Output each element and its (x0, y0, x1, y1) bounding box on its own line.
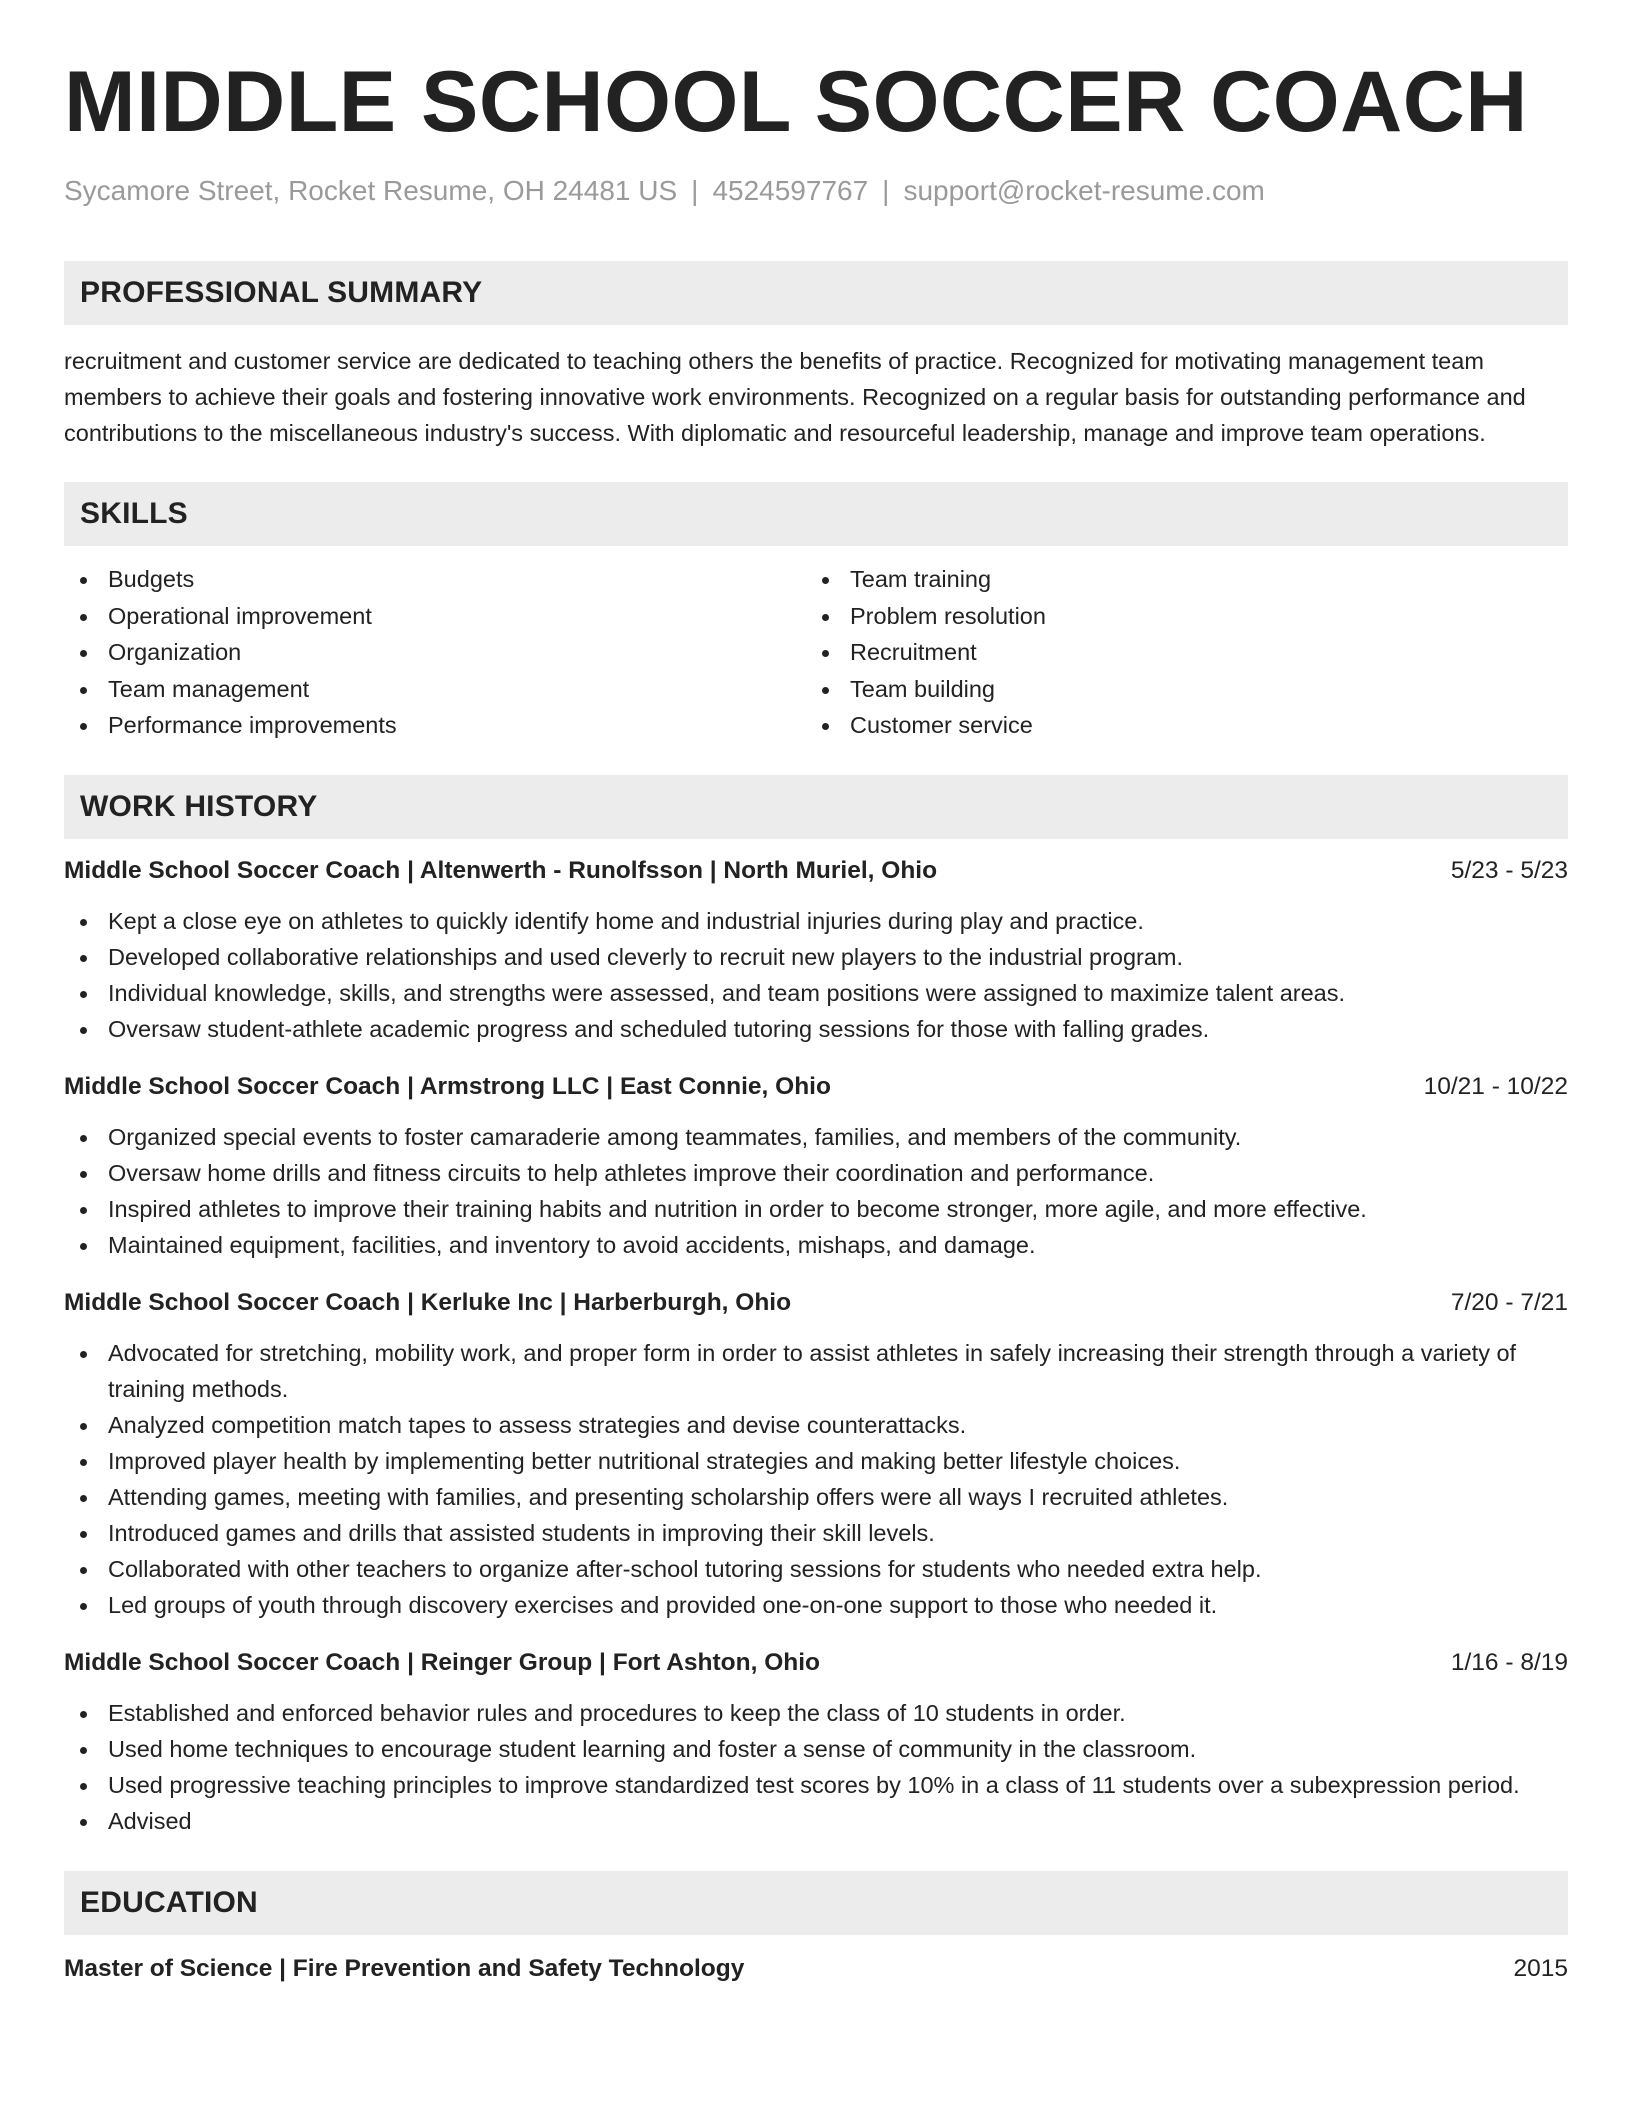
skill-item: Customer service (806, 707, 1548, 744)
job-bullet: Established and enforced behavior rules and procedures to keep the class of 10 students in order. (64, 1695, 1568, 1731)
skill-item: Problem resolution (806, 598, 1548, 635)
job-bullets (64, 1119, 1568, 1263)
degree-year: 2015 (1513, 1954, 1568, 1982)
job-entry (64, 853, 1568, 1047)
job-bullets (64, 1335, 1568, 1623)
skills-column-right (806, 561, 1548, 744)
skill-item: Performance improvements (64, 707, 806, 744)
skills-heading: SKILLS (64, 482, 1568, 546)
job-title: Middle School Soccer Coach | Reinger Group | Fort Ashton, Ohio (64, 1648, 821, 1676)
job-entry (64, 1069, 1568, 1263)
degree-title: Master of Science | Fire Prevention and Safety Technology (64, 1954, 745, 1982)
education-heading: EDUCATION (64, 1871, 1568, 1935)
summary-heading: PROFESSIONAL SUMMARY (64, 261, 1568, 325)
contact-email: support@rocket-resume.com (903, 175, 1265, 206)
job-bullet: Used progressive teaching principles to improve standardized test scores by 10% in a class of 11 students over a subexpression period. (64, 1767, 1568, 1803)
job-bullet: Attending games, meeting with families, and presenting scholarship offers were all ways I recruited athletes. (64, 1479, 1568, 1515)
job-bullet: Collaborated with other teachers to organize after-school tutoring sessions for students who needed extra help. (64, 1551, 1568, 1587)
job-date: 5/23 - 5/23 (1450, 856, 1568, 884)
job-date: 1/16 - 8/19 (1450, 1648, 1568, 1676)
skills-column-left (64, 561, 806, 744)
job-header (64, 1069, 1568, 1105)
job-bullet: Introduced games and drills that assisted students in improving their skill levels. (64, 1515, 1568, 1551)
education-entry (64, 1951, 1568, 1987)
job-entry (64, 1645, 1568, 1839)
job-bullet: Advised (64, 1803, 1568, 1839)
contact-line (64, 174, 1568, 208)
job-header (64, 853, 1568, 889)
job-bullet: Led groups of youth through discovery exercises and provided one-on-one support to those who needed it. (64, 1587, 1568, 1623)
job-bullet: Individual knowledge, skills, and strengths were assessed, and team positions were assigned to maximize talent areas. (64, 975, 1568, 1011)
job-bullet: Inspired athletes to improve their training habits and nutrition in order to become stronger, more agile, and more effective. (64, 1191, 1568, 1227)
job-bullet: Maintained equipment, facilities, and inventory to avoid accidents, mishaps, and damage. (64, 1227, 1568, 1263)
summary-text: recruitment and customer service are dedicated to teaching others the benefits of practice. Recognized for motivating management team members to achieve their goals and fostering innovative work environments. Recognized on a regular basis for outstanding performance and contributions to the miscellaneous industry's success. With diplomatic and resourceful leadership, manage and improve team operations. (64, 348, 1526, 446)
skill-item: Budgets (64, 561, 806, 598)
job-title: Middle School Soccer Coach | Kerluke Inc | Harberburgh, Ohio (64, 1288, 792, 1316)
skill-item: Organization (64, 634, 806, 671)
job-title: Middle School Soccer Coach | Altenwerth - Runolfsson | North Muriel, Ohio (64, 856, 938, 884)
skill-item: Team training (806, 561, 1548, 598)
job-title: Middle School Soccer Coach | Armstrong LLC | East Connie, Ohio (64, 1072, 831, 1100)
work-history-heading: WORK HISTORY (64, 775, 1568, 839)
job-bullet: Oversaw student-athlete academic progress and scheduled tutoring sessions for those with falling grades. (64, 1011, 1568, 1047)
job-bullets (64, 903, 1568, 1047)
job-bullet: Advocated for stretching, mobility work, and proper form in order to assist athletes in safely increasing their strength through a variety of training methods. (64, 1335, 1568, 1407)
skill-item: Recruitment (806, 634, 1548, 671)
contact-separator: | (882, 175, 890, 206)
job-date: 7/20 - 7/21 (1450, 1288, 1568, 1316)
job-date: 10/21 - 10/22 (1423, 1072, 1568, 1100)
skill-item: Team management (64, 671, 806, 708)
contact-separator: | (691, 175, 699, 206)
job-bullet: Kept a close eye on athletes to quickly identify home and industrial injuries during play and practice. (64, 903, 1568, 939)
skills-list (64, 561, 1568, 744)
job-bullet: Developed collaborative relationships and used cleverly to recruit new players to the industrial program. (64, 939, 1568, 975)
job-bullet: Organized special events to foster camaraderie among teammates, families, and members of the community. (64, 1119, 1568, 1155)
contact-address: Sycamore Street, Rocket Resume, OH 24481 US (64, 175, 678, 206)
job-bullet: Analyzed competition match tapes to assess strategies and devise counterattacks. (64, 1407, 1568, 1443)
contact-phone: 4524597767 (712, 175, 869, 206)
job-header (64, 1285, 1568, 1321)
skill-item: Team building (806, 671, 1548, 708)
job-entry (64, 1285, 1568, 1623)
job-bullet: Improved player health by implementing better nutritional strategies and making better lifestyle choices. (64, 1443, 1568, 1479)
job-header (64, 1645, 1568, 1681)
job-bullet: Used home techniques to encourage student learning and foster a sense of community in the classroom. (64, 1731, 1568, 1767)
job-bullet: Oversaw home drills and fitness circuits to help athletes improve their coordination and performance. (64, 1155, 1568, 1191)
skill-item: Operational improvement (64, 598, 806, 635)
job-bullets (64, 1695, 1568, 1839)
resume-name: MIDDLE SCHOOL SOCCER COACH (64, 54, 1528, 150)
